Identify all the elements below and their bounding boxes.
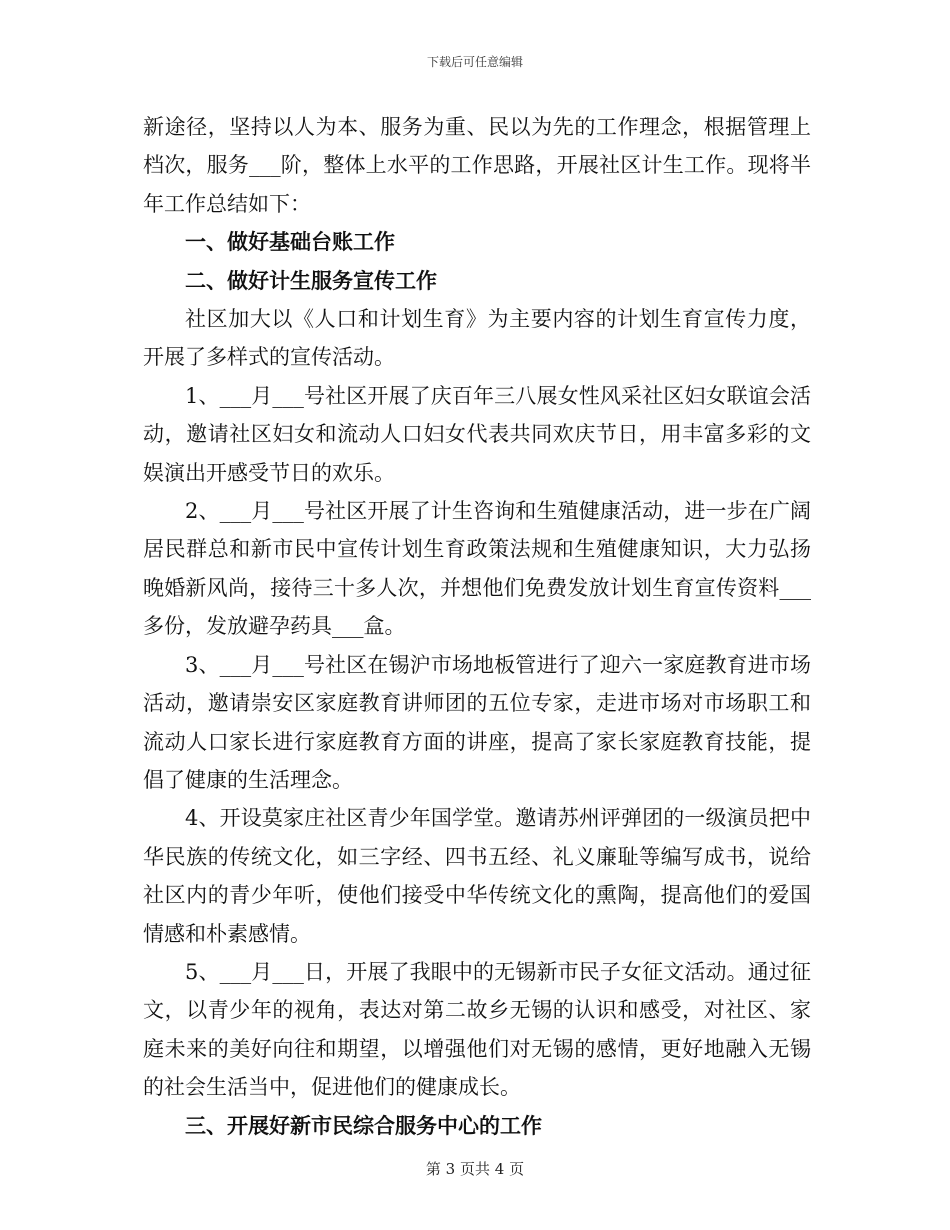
section-heading-2: 二、做好计生服务宣传工作 — [185, 267, 437, 293]
page-number: 第 3 页共 4 页 — [425, 1160, 525, 1178]
list-item-2: 2、___月___号社区开展了计生咨询和生殖健康活动，进一步在广阔居民群总和新市民中宣传计划生育政策法规和生殖健康知识，大力弘扬晚婚新风尚，接待三十多人次，并想他们免费发放计划生育宣传资料___多份，发放避孕药具___盒。 — [143, 499, 811, 639]
page-header: 下载后可任意编辑 — [426, 55, 523, 69]
intro-paragraph: 新途径，坚持以人为本、服务为重、民以为先的工作理念，根据管理上档次，服务___阶，整体上水平的工作思路，开展社区计生工作。现将半年工作总结如下： — [143, 115, 811, 216]
list-item-3: 3、___月___号社区在锡沪市场地板管进行了迎六一家庭教育进市场活动，邀请崇安区家庭教育讲师团的五位专家，走进市场对市场职工和流动人口家长进行家庭教育方面的讲座，提高了家长家庭教育技能，提倡了健康的生活理念。 — [143, 652, 811, 792]
list-item-5: 5、___月___日，开展了我眼中的无锡新市民子女征文活动。通过征文，以青少年的视角，表达对第二故乡无锡的认识和感受，对社区、家庭未来的美好向往和期望，以增强他们对无锡的感情，更好地融入无锡的社会生活当中，促进他们的健康成长。 — [143, 959, 811, 1100]
document-body — [143, 108, 811, 1145]
list-item-4: 4、开设莫家庄社区青少年国学堂。邀请苏州评弹团的一级演员把中华民族的传统文化，如三字经、四书五经、礼义廉耻等编写成书，说给社区内的青少年听，使他们接受中华传统文化的熏陶，提高他们的爱国情感和朴素感情。 — [143, 806, 811, 946]
list-item-1: 1、___月___号社区开展了庆百年三八展女性风采社区妇女联谊会活动，邀请社区妇女和流动人口妇女代表共同欢庆节日，用丰富多彩的文娱演出开感受节日的欢乐。 — [143, 383, 811, 485]
section-heading-1: 一、做好基础台账工作 — [185, 229, 395, 255]
promotion-paragraph: 社区加大以《人口和计划生育》为主要内容的计划生育宣传力度，开展了多样式的宣传活动。 — [143, 307, 811, 370]
section-heading-3: 三、开展好新市民综合服务中心的工作 — [185, 1112, 542, 1138]
